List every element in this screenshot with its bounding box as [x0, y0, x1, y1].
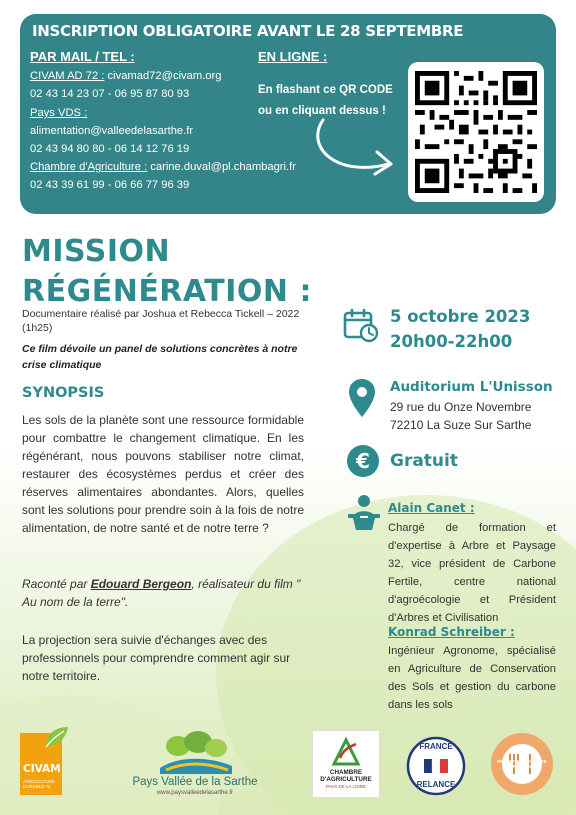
narrator-name: Edouard Bergeon — [90, 577, 192, 591]
contact-label: Chambre d'Agriculture : — [30, 161, 148, 173]
france-text: FRANCE — [419, 742, 453, 751]
euro-icon — [346, 444, 380, 478]
ca-emblem-icon — [330, 736, 362, 766]
address-line: 72210 La Suze Sur Sarthe — [390, 418, 532, 432]
projection-note: La projection sera suivie d'échanges avec des professionnels pour comprendre comment agir sur notre territoire. — [22, 633, 291, 683]
contact-phone: 02 43 39 61 99 - 06 66 77 96 39 — [30, 179, 190, 191]
civam-subtext: AGRICULTURE DURABLE 72 — [23, 779, 55, 789]
ca-name — [313, 769, 379, 783]
synopsis-text: Les sols de la planète sont une ressource formidable pour combattre le changement climatique. En les régénérant, nous pouvons stabiliser notre climat, restaurer des écosystèmes perdus et créer des réserves alimentaires abondantes. Alors, quelles sont les solutions pour prendre soin à la fois de notre alimentation, de notre santé et de notre terre ? — [22, 413, 304, 535]
leaf-icon — [42, 723, 72, 749]
address-line: 29 rue du Onze Novembre — [390, 400, 532, 414]
narrator-line — [22, 575, 304, 611]
contact-label: CIVAM AD 72 : — [30, 70, 105, 82]
contact-email[interactable]: carine.duval@pl.chambagri.fr — [147, 161, 296, 173]
contact-label: Pays VDS : — [30, 107, 88, 119]
event-address — [390, 398, 531, 434]
event-date: 5 octobre 2023 — [390, 307, 531, 326]
curved-arrow-icon — [305, 116, 405, 186]
speaker-name: Alain Canet : — [388, 501, 475, 515]
contact-chambre — [30, 161, 296, 173]
qr-code[interactable] — [408, 62, 544, 202]
ca-line: D'AGRICULTURE — [320, 776, 372, 783]
narrator-suffix: , réalisateur du film " Au nom de la terre". — [22, 577, 301, 609]
landscape-icon — [158, 730, 234, 776]
registration-banner — [20, 14, 556, 214]
civam-text: CIVAM — [23, 763, 61, 775]
civam-logo — [20, 733, 62, 795]
location-pin-icon — [348, 378, 376, 418]
online-heading: EN LIGNE : — [258, 49, 328, 64]
france-relance-logo — [406, 736, 466, 796]
ca-line: CHAMBRE — [329, 769, 363, 776]
event-venue: Auditorium L'Unisson — [390, 379, 553, 395]
online-line: En flashant ce QR CODE — [258, 84, 393, 96]
film-credit: Documentaire réalisé par Joshua et Rebecca Tickell – 2022 (1h25) — [22, 308, 300, 334]
event-time: 20h00-22h00 — [390, 332, 513, 351]
chambre-agriculture-logo — [312, 730, 380, 798]
contact-email[interactable]: civamad72@civam.org — [104, 70, 222, 82]
film-tagline: Ce film dévoile un panel de solutions concrètes à notre crise climatique — [22, 343, 298, 371]
pays-vallee-sarthe-logo — [120, 730, 270, 800]
pvs-name: Pays Vallée de la Sarthe — [132, 776, 258, 788]
synopsis-heading: SYNOPSIS — [22, 385, 105, 401]
relance-text: RELANCE — [416, 780, 456, 789]
speaker-icon — [344, 494, 384, 532]
film-title-line: MISSION — [22, 234, 171, 269]
qr-code-icon[interactable] — [415, 70, 537, 194]
event-datetime — [390, 304, 530, 354]
speaker-bio: Ingénieur Agronome, spécialisé en Agriculture de Conservation des Sols et gestion du carbone dans les sols — [388, 645, 556, 711]
pvs-url[interactable]: www.paysvalleedelasarthe.fr — [156, 790, 234, 796]
speaker-bio: Chargé de formation et d'expertise à Arbre et Paysage 32, vice président de Carbone Fertile, centre national d'agroécologie et Président d'Arbres et Civilisation — [388, 522, 556, 624]
speaker-name: Konrad Schreiber : — [388, 625, 515, 639]
online-line: ou en cliquant dessus ! — [258, 105, 386, 117]
svg-text:€: € — [356, 449, 370, 473]
pat-text: PROJET ALIMENTAIRE TERRITORIAL — [497, 759, 547, 769]
contact-pays — [30, 107, 87, 119]
calendar-icon — [342, 308, 380, 344]
contact-phone: 02 43 14 23 07 - 06 95 87 80 93 — [30, 88, 190, 100]
narrator-prefix: Raconté par — [22, 577, 91, 591]
film-title-line: RÉGÉNÉRATION : — [22, 274, 312, 309]
mail-heading: PAR MAIL / TEL : — [30, 49, 135, 64]
event-price: Gratuit — [390, 451, 458, 471]
film-title — [22, 232, 312, 312]
pat-logo — [490, 732, 554, 796]
contact-email[interactable]: alimentation@valleedelasarthe.fr — [30, 125, 194, 137]
registration-title: INSCRIPTION OBLIGATOIRE AVANT LE 28 SEPTEMBRE — [32, 22, 464, 40]
ca-region: PAYS DE LA LOIRE — [325, 784, 367, 789]
contact-civam — [30, 70, 221, 82]
contact-phone: 02 43 94 80 80 - 06 14 12 76 19 — [30, 143, 190, 155]
